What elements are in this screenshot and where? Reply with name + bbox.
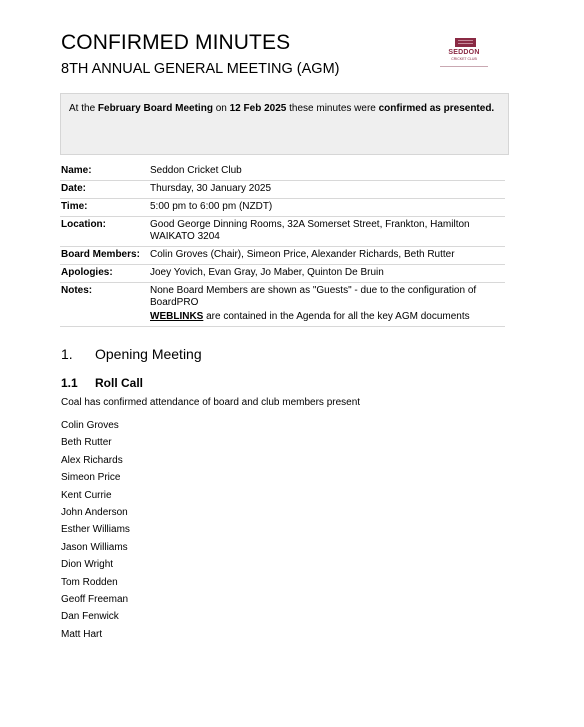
detail-value: Colin Groves (Chair), Simeon Price, Alexander Richards, Beth Rutter [149, 247, 505, 265]
section-heading [61, 346, 202, 362]
list-item: Kent Currie [61, 489, 112, 501]
table-row [60, 217, 505, 247]
confirmation-notice [60, 93, 509, 155]
detail-label: Notes: [60, 283, 149, 327]
section-number: 1. [61, 346, 73, 362]
page-subtitle: 8TH ANNUAL GENERAL MEETING (AGM) [61, 61, 340, 77]
table-row [60, 247, 505, 265]
list-item: Geoff Freeman [61, 593, 129, 605]
list-item: Alex Richards [61, 454, 123, 466]
detail-value: 5:00 pm to 6:00 pm (NZDT) [149, 199, 505, 217]
list-item: Colin Groves [61, 420, 119, 431]
detail-label: Name: [60, 163, 149, 181]
list-item: John Anderson [61, 506, 128, 518]
list-item: Dion Wright [61, 559, 114, 571]
weblinks-line [150, 311, 505, 323]
section-title: Opening Meeting [95, 346, 202, 362]
notice-text-1: At the [69, 103, 98, 114]
list-item: Dan Fenwick [61, 611, 119, 623]
detail-label: Time: [60, 199, 149, 217]
table-row [60, 265, 505, 283]
logo-tagline: CRICKET CLUB [451, 57, 477, 61]
table-row [60, 181, 505, 199]
list-item: Simeon Price [61, 472, 121, 484]
notice-meeting: February Board Meeting [97, 103, 213, 114]
list-item: Matt Hart [61, 628, 103, 640]
weblinks-link[interactable]: WEBLINKS [150, 311, 204, 322]
list-item: Tom Rodden [61, 576, 118, 588]
logo-name: SEDDON [448, 49, 480, 56]
detail-value: Thursday, 30 January 2025 [149, 181, 505, 199]
detail-value: Good George Dinning Rooms, 32A Somerset Street, Frankton, Hamilton WAIKATO 3204 [149, 217, 505, 247]
attendee-list [61, 420, 130, 646]
table-row [60, 163, 505, 181]
list-item: Esther Williams [61, 524, 130, 536]
notice-text-2: on [212, 103, 230, 114]
detail-value: Joey Yovich, Evan Gray, Jo Maber, Quinton De Bruin [149, 265, 505, 283]
notice-date: 12 Feb 2025 [229, 103, 287, 114]
detail-label: Board Members: [60, 247, 149, 265]
list-item: Jason Williams [61, 541, 128, 553]
subsection-number: 1.1 [61, 376, 78, 390]
detail-label: Apologies: [60, 265, 149, 283]
logo-emblem-icon [455, 38, 476, 47]
weblinks-text: are contained in the Agenda for all the key AGM documents [203, 311, 470, 322]
detail-label: Location: [60, 217, 149, 247]
table-row [60, 199, 505, 217]
club-logo [437, 38, 491, 72]
page-title: CONFIRMED MINUTES [61, 31, 291, 54]
notes-text: None Board Members are shown as "Guests" - due to the configuration of BoardPRO [150, 285, 477, 308]
notice-status: confirmed as presented. [378, 103, 495, 114]
roll-call-intro: Coal has confirmed attendance of board and club members present [61, 397, 361, 408]
table-row [60, 283, 505, 327]
meeting-details-table [60, 163, 505, 327]
list-item: Beth Rutter [61, 437, 112, 449]
detail-value: Seddon Cricket Club [149, 163, 505, 181]
logo-divider [440, 66, 488, 67]
subsection-heading [61, 376, 143, 390]
notes-cell [149, 283, 505, 327]
notice-text-3: these minutes were [286, 103, 379, 114]
subsection-title: Roll Call [95, 376, 144, 390]
detail-label: Date: [60, 181, 149, 199]
